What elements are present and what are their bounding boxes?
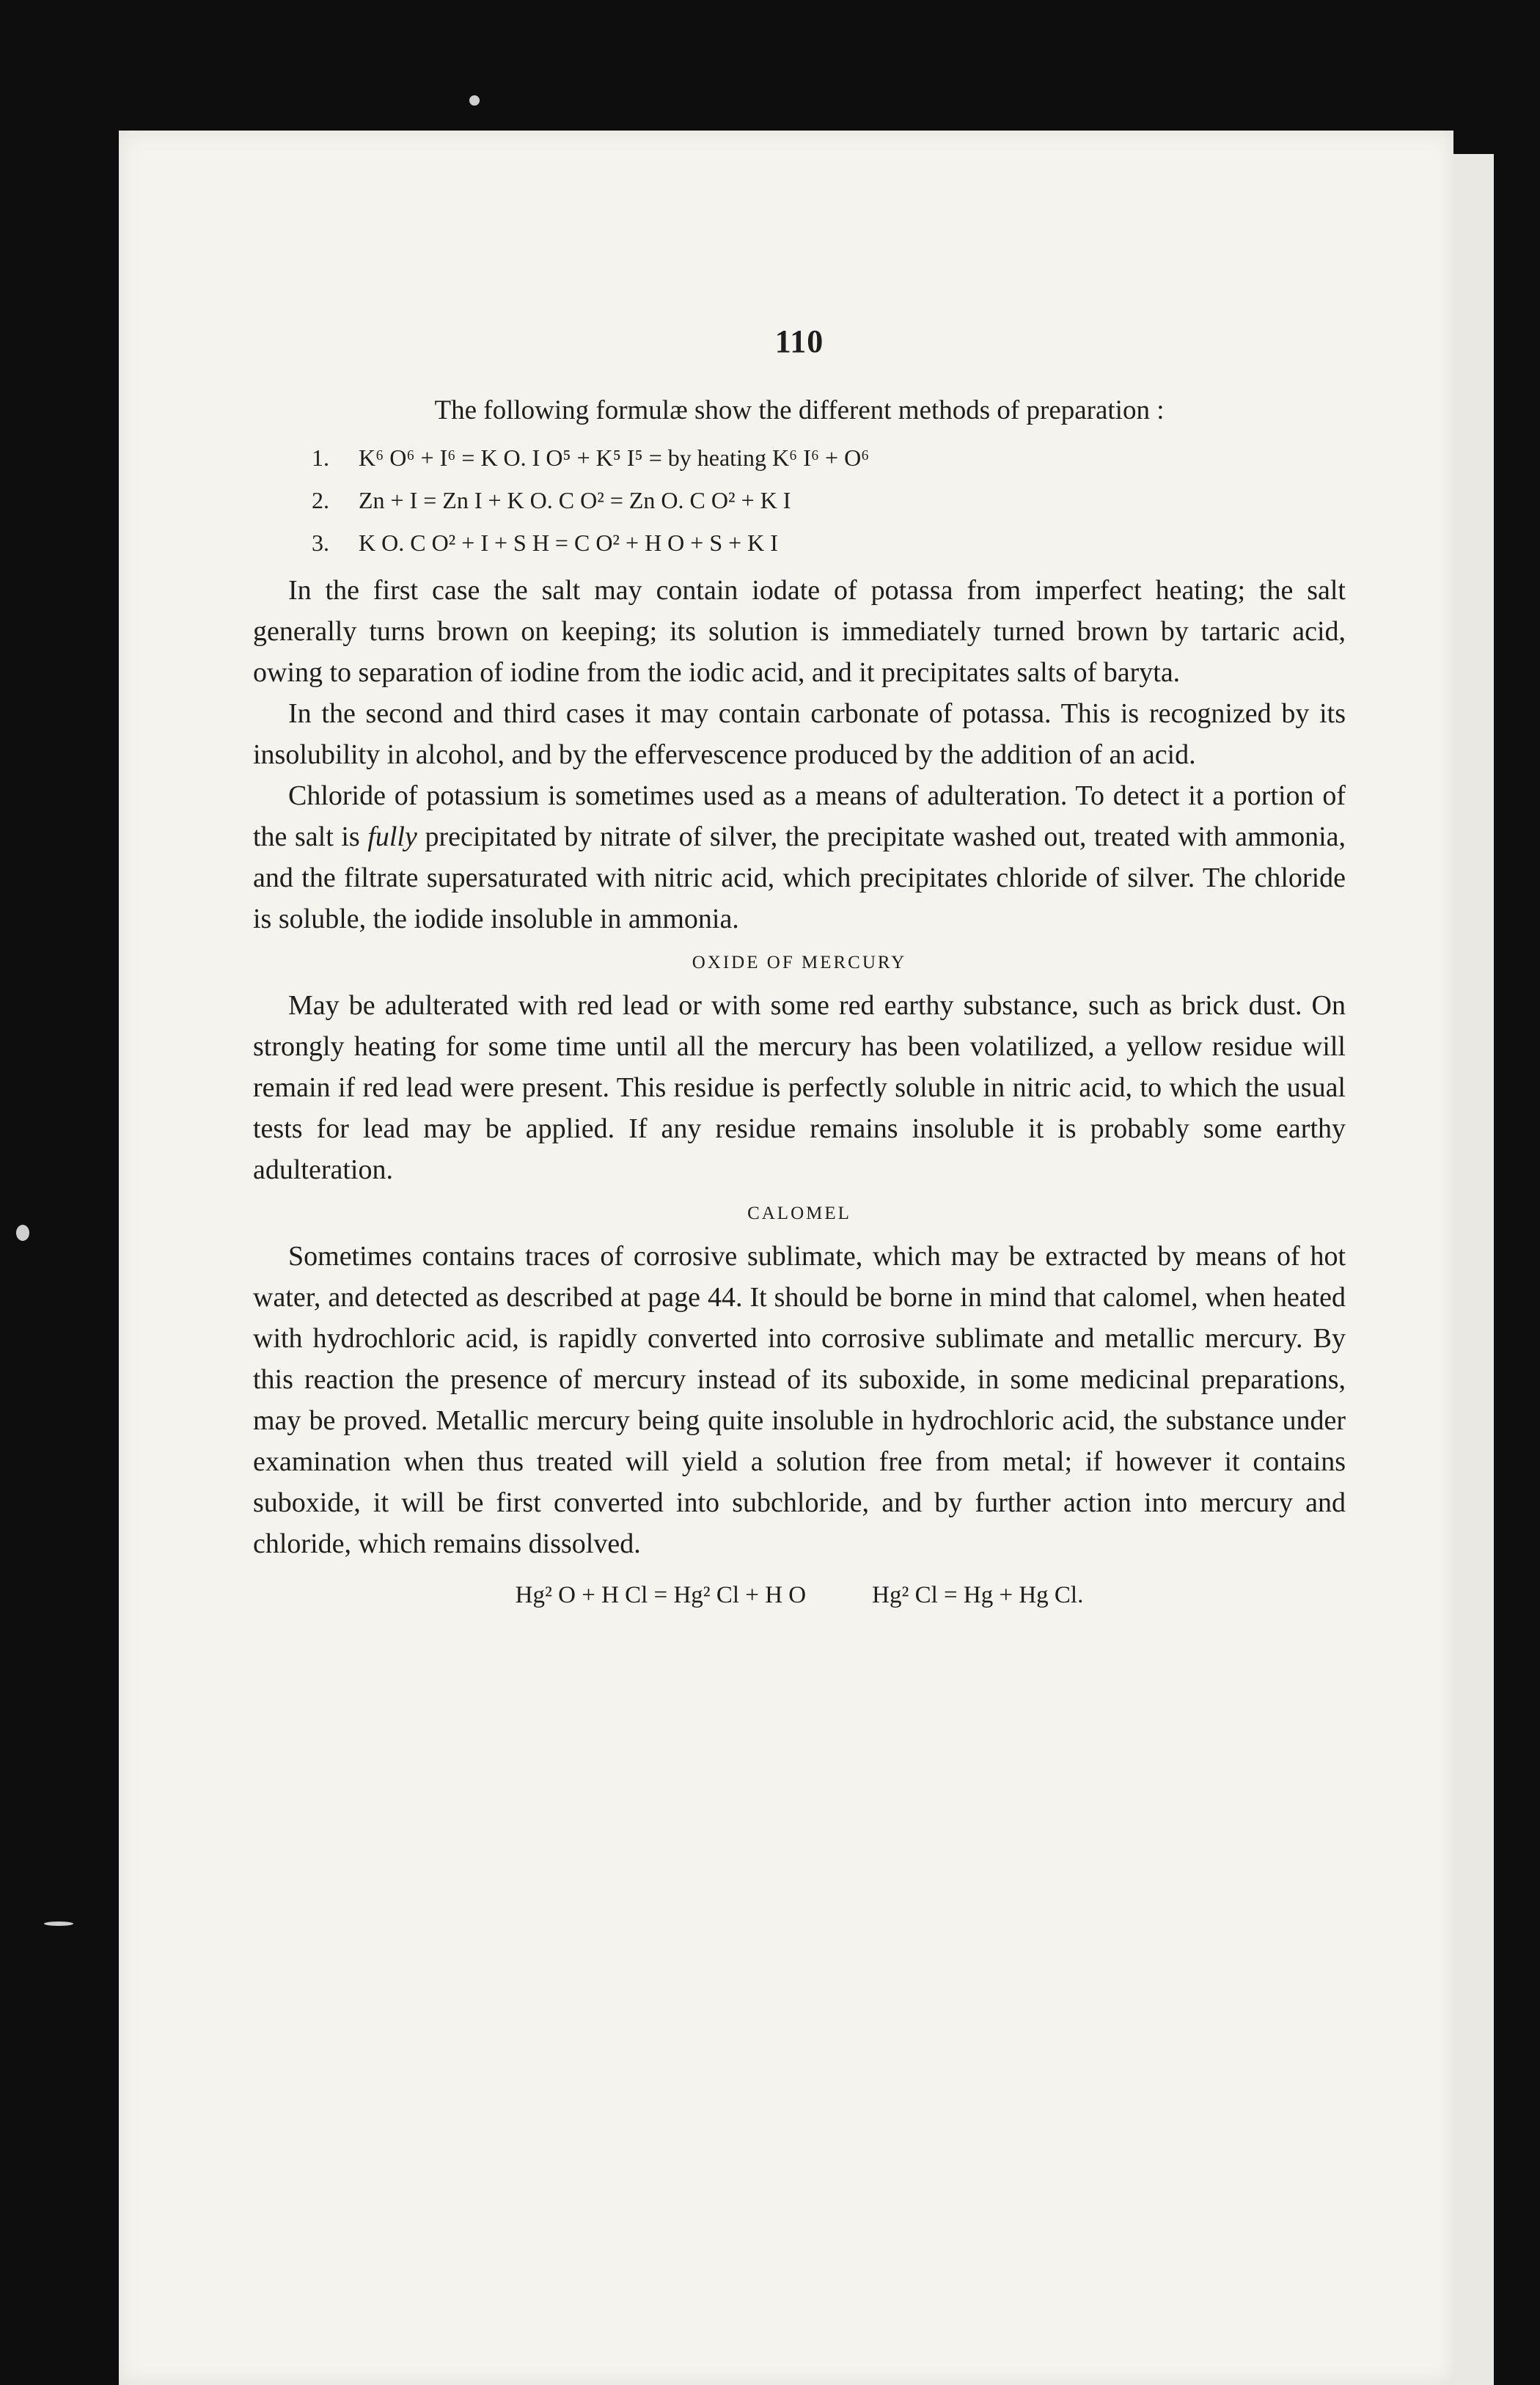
formula-item xyxy=(253,436,1346,479)
scan-speck xyxy=(44,1921,73,1926)
scan-speck xyxy=(469,95,480,106)
formula-number: 1. xyxy=(312,444,329,471)
paragraph-carbonate: In the second and third cases it may contain carbonate of potassa. This is recognized by its insolubility in alcohol, and by the effervescence produced by the addition of an acid. xyxy=(253,698,1346,770)
paragraph-chloride-part1: Chloride of potassium is sometimes used as a means of adulteration. To detect it a portion of the salt is xyxy=(253,780,1346,852)
scan-speck xyxy=(16,1225,29,1241)
equation-right: Hg² Cl = Hg + Hg Cl. xyxy=(872,1582,1084,1608)
equation-left: Hg² O + H Cl = Hg² Cl + H O xyxy=(515,1582,807,1608)
paragraph-chloride-part2: precipitated by nitrate of silver, the precipitate washed out, treated with ammonia, and the filtrate supersaturated with nitric acid, which precipitates chloride of silver. The chloride is soluble, the iodide insoluble in ammonia. xyxy=(253,821,1346,934)
intro-sentence: The following formulæ show the different methods of preparation : xyxy=(434,395,1165,425)
formula-item xyxy=(253,479,1346,521)
page-content xyxy=(253,323,1346,1616)
formula-list xyxy=(253,436,1346,564)
section-heading-calomel: CALOMEL xyxy=(747,1204,851,1223)
formula-item xyxy=(253,521,1346,564)
paragraph-calomel: Sometimes contains traces of corrosive sublimate, which may be extracted by means of hot water, and detected as described at page 44. It should be borne in mind that calomel, when heated with hydrochloric acid, is rapidly converted into corrosive sublimate and metallic mercury. By this reaction the presence of mercury instead of its suboxide, in some medicinal preparations, may be proved. Metallic mercury being quite insoluble in hydrochloric acid, the substance under examination when thus treated will yield a solution free from metal; if however it contains suboxide, it will be first converted into subchloride, and by further action into mercury and chloride, which remains dissolved. xyxy=(253,1241,1346,1559)
formula-number: 3. xyxy=(312,530,329,556)
section-heading-oxide-of-mercury: OXIDE OF MERCURY xyxy=(692,953,907,972)
formula-number: 2. xyxy=(312,487,329,513)
formula-text: K⁶ O⁶ + I⁶ = K O. I O⁵ + K⁵ I⁵ = by heating K⁶ I⁶ + O⁶ xyxy=(359,444,870,471)
paragraph-chloride xyxy=(253,775,1346,939)
paragraph-oxide-of-mercury: May be adulterated with red lead or with some red earthy substance, such as brick dust. On strongly heating for some time until all the mercury has been volatilized, a yellow residue will remain if red lead were present. This residue is perfectly soluble in nitric acid, to which the usual tests for lead may be applied. If any residue remains insoluble it is probably some earthy adulteration. xyxy=(253,990,1346,1185)
page-number: 110 xyxy=(774,323,824,359)
emphasis-fully: fully xyxy=(367,821,417,852)
reaction-equations xyxy=(253,1575,1346,1616)
paragraph-iodate: In the first case the salt may contain iodate of potassa from imperfect heating; the salt generally turns brown on keeping; its solution is immediately turned brown by tartaric acid, owing to separation of iodine from the iodic acid, and it precipitates salts of baryta. xyxy=(253,575,1346,688)
formula-text: Zn + I = Zn I + K O. C O² = Zn O. C O² + K I xyxy=(359,487,791,513)
adjacent-page-edge xyxy=(1448,154,1494,2385)
formula-text: K O. C O² + I + S H = C O² + H O + S + K I xyxy=(359,530,778,556)
